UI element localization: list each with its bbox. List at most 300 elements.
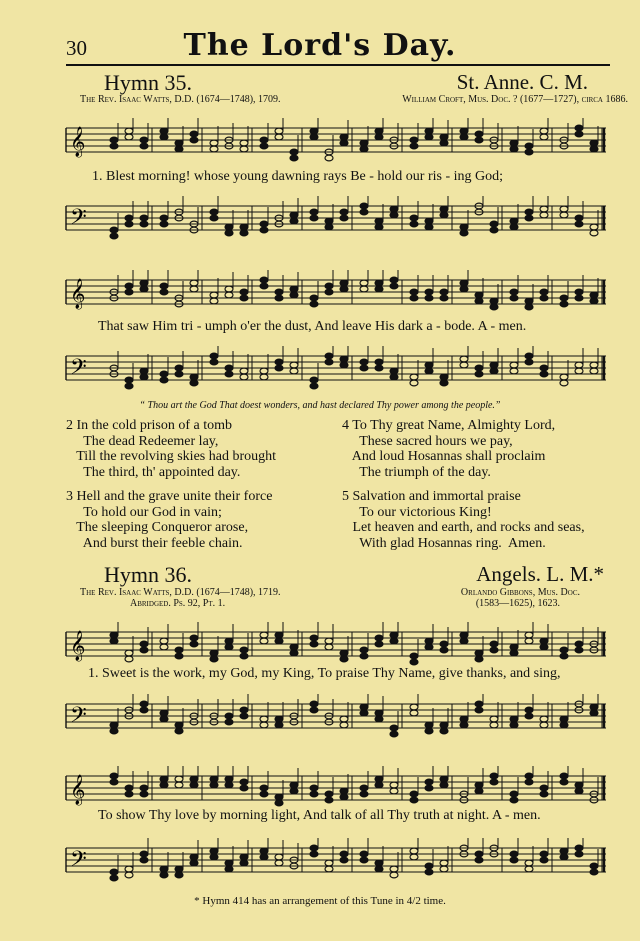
notehead [560,206,568,212]
notehead [225,286,233,292]
notehead [590,362,598,368]
notehead [210,209,218,215]
notehead [310,707,318,713]
notehead [240,779,248,785]
notehead [590,704,598,710]
notehead [575,368,583,374]
notehead [560,848,568,854]
notehead [540,206,548,212]
notehead [260,848,268,854]
notehead [175,776,183,782]
notehead [375,224,383,230]
notehead [525,143,533,149]
notehead [425,295,433,301]
notehead [210,140,218,146]
notehead [525,353,533,359]
notehead [560,716,568,722]
notehead [340,716,348,722]
notehead [240,146,248,152]
notehead [475,298,483,304]
notehead [110,233,118,239]
notehead [325,289,333,295]
notehead [440,206,448,212]
notehead [125,866,133,872]
notehead [110,227,118,233]
notehead [160,134,168,140]
notehead [460,362,468,368]
notehead [260,227,268,233]
notehead [360,791,368,797]
notehead [140,280,148,286]
notehead [160,776,168,782]
notehead [275,854,283,860]
notehead [575,289,583,295]
notehead [475,131,483,137]
notehead [110,869,118,875]
notehead [125,791,133,797]
notehead [510,368,518,374]
notehead [425,638,433,644]
hymn35-verse-2: 2 In the cold prison of a tomb The dead Redeemer lay, Till the revolving skies had brought The third, th' appointed day. [66,418,276,480]
notehead [460,638,468,644]
notehead [140,785,148,791]
notehead [360,209,368,215]
notehead [325,860,333,866]
notehead [325,224,333,230]
notehead [340,794,348,800]
notehead [375,134,383,140]
notehead [540,716,548,722]
notehead [290,788,298,794]
notehead [160,782,168,788]
notehead [575,215,583,221]
notehead [260,368,268,374]
notehead [310,209,318,215]
notehead [425,289,433,295]
notehead [175,146,183,152]
notehead [325,283,333,289]
notehead [540,365,548,371]
notehead [390,632,398,638]
notehead [410,710,418,716]
notehead [225,230,233,236]
notehead [375,860,383,866]
notehead [560,301,568,307]
clef-icon: 𝄢 [70,847,87,877]
notehead [360,785,368,791]
notehead [390,368,398,374]
notehead [175,872,183,878]
notehead [410,791,418,797]
hymn35-system2-bass-staff [62,346,610,390]
notehead [275,365,283,371]
notehead [525,209,533,215]
hymn36-system2-treble-staff [62,766,610,810]
notehead [510,851,518,857]
notehead [410,374,418,380]
notehead [440,728,448,734]
hymn36-system1-treble-staff [62,622,610,666]
clef-icon: 𝄢 [70,355,87,385]
notehead [260,143,268,149]
notehead [210,650,218,656]
notehead [260,221,268,227]
notehead [540,857,548,863]
notehead [425,134,433,140]
notehead [390,731,398,737]
notehead [440,866,448,872]
notehead [125,128,133,134]
notehead [440,776,448,782]
notehead [540,851,548,857]
notehead [425,722,433,728]
notehead [225,292,233,298]
notehead [375,635,383,641]
notehead [260,716,268,722]
notehead [460,632,468,638]
notehead [160,221,168,227]
notehead [240,713,248,719]
notehead [110,728,118,734]
notehead [290,368,298,374]
hymn35-system2-treble-staff [62,270,610,314]
notehead [225,638,233,644]
notehead [360,704,368,710]
notehead [525,779,533,785]
notehead [110,773,118,779]
notehead [240,289,248,295]
notehead [110,143,118,149]
notehead [425,368,433,374]
notehead [440,134,448,140]
notehead [510,857,518,863]
notehead [440,295,448,301]
notehead [510,362,518,368]
notehead [390,277,398,283]
notehead [440,722,448,728]
notehead [410,380,418,386]
notehead [160,638,168,644]
hymn36-author: The Rev. Isaac Watts, D.D. (1674—1748), 1719. [80,587,281,598]
notehead [210,848,218,854]
page-number: 30 [66,36,87,60]
notehead [310,635,318,641]
notehead [240,295,248,301]
notehead [310,383,318,389]
notehead [275,359,283,365]
notehead [590,230,598,236]
notehead [510,722,518,728]
notehead [590,869,598,875]
notehead [575,845,583,851]
notehead [125,215,133,221]
notehead [560,779,568,785]
notehead [340,286,348,292]
notehead [225,782,233,788]
notehead [525,638,533,644]
notehead [510,224,518,230]
notehead [390,283,398,289]
notehead [525,773,533,779]
notehead [340,280,348,286]
notehead [510,716,518,722]
notehead [210,292,218,298]
notehead [160,128,168,134]
notehead [325,866,333,872]
notehead [160,866,168,872]
notehead [290,650,298,656]
notehead [440,212,448,218]
notehead [110,632,118,638]
notehead [190,782,198,788]
notehead [460,128,468,134]
notehead [240,785,248,791]
notehead [460,280,468,286]
hymn36-tune: Angels. L. M.* [476,562,604,586]
notehead [290,149,298,155]
hymn36-number: Hymn 36. [104,562,192,587]
notehead [475,707,483,713]
notehead [475,701,483,707]
notehead [390,866,398,872]
notehead [510,289,518,295]
notehead [290,218,298,224]
notehead [310,851,318,857]
notehead [560,374,568,380]
notehead [125,656,133,662]
notehead [160,215,168,221]
notehead [590,298,598,304]
notehead [290,155,298,161]
notehead [225,365,233,371]
notehead [310,295,318,301]
hymn35-verse-5: 5 Salvation and immortal praise To our victorious King! Let heaven and earth, and rocks and seas, With glad Hosannas ring. Amen. [342,489,585,551]
notehead [360,851,368,857]
notehead [260,374,268,380]
notehead [125,383,133,389]
notehead [375,710,383,716]
notehead [410,295,418,301]
notehead [140,215,148,221]
notehead [275,800,283,806]
notehead [325,359,333,365]
notehead [290,782,298,788]
notehead [390,212,398,218]
notehead [375,866,383,872]
notehead [240,230,248,236]
notehead [575,221,583,227]
notehead [410,289,418,295]
notehead [240,374,248,380]
hymn36-lyric-line1: 1. Sweet is the work, my God, my King, To praise Thy Name, give thanks, and sing, [88,666,561,681]
notehead [390,638,398,644]
notehead [290,292,298,298]
notehead [110,875,118,881]
notehead [110,779,118,785]
notehead [310,785,318,791]
notehead [340,851,348,857]
notehead [325,791,333,797]
notehead [460,224,468,230]
notehead [475,137,483,143]
notehead [575,131,583,137]
notehead [325,218,333,224]
notehead [540,371,548,377]
notehead [390,725,398,731]
notehead [460,716,468,722]
notehead [575,788,583,794]
notehead [390,782,398,788]
notehead [140,374,148,380]
notehead [540,644,548,650]
notehead [590,292,598,298]
notehead [240,224,248,230]
notehead [560,212,568,218]
notehead [225,719,233,725]
notehead [410,221,418,227]
notehead [490,773,498,779]
notehead [240,647,248,653]
notehead [510,650,518,656]
notehead [190,776,198,782]
notehead [160,716,168,722]
notehead [260,854,268,860]
notehead [590,140,598,146]
notehead [560,773,568,779]
notehead [540,212,548,218]
notehead [360,146,368,152]
notehead [475,371,483,377]
notehead [140,641,148,647]
notehead [425,362,433,368]
notehead [425,785,433,791]
notehead [440,641,448,647]
notehead [325,638,333,644]
notehead [110,137,118,143]
notehead [360,857,368,863]
notehead [490,304,498,310]
notehead [540,791,548,797]
notehead [160,710,168,716]
notehead [425,779,433,785]
hymn35-system1-bass-staff [62,196,610,240]
notehead [190,280,198,286]
notehead [440,782,448,788]
notehead [490,779,498,785]
notehead [225,866,233,872]
notehead [360,653,368,659]
notehead [490,368,498,374]
hymn36-system2-bass-staff [62,838,610,882]
notehead [310,301,318,307]
notehead [340,788,348,794]
notehead [475,656,483,662]
notehead [275,638,283,644]
notehead [260,632,268,638]
notehead [275,794,283,800]
notehead [140,701,148,707]
notehead [510,791,518,797]
notehead [375,286,383,292]
notehead [410,854,418,860]
notehead [525,860,533,866]
hymn36-system1-bass-staff [62,694,610,738]
notehead [140,143,148,149]
notehead [275,860,283,866]
notehead [190,380,198,386]
clef-icon: 𝄢 [70,703,87,733]
notehead [360,365,368,371]
notehead [325,155,333,161]
notehead [375,280,383,286]
notehead [460,286,468,292]
notehead [210,854,218,860]
hymn35-lyric-line1: 1. Blest morning! whose young dawning rays Be - hold our ris - ing God; [92,169,504,184]
notehead [210,656,218,662]
notehead [175,647,183,653]
header-rule [66,64,610,66]
notehead [140,647,148,653]
notehead [375,365,383,371]
notehead [325,644,333,650]
notehead [175,782,183,788]
notehead [425,218,433,224]
notehead [410,143,418,149]
notehead [110,722,118,728]
notehead [310,641,318,647]
notehead [175,365,183,371]
notehead [410,704,418,710]
notehead [260,785,268,791]
notehead [140,707,148,713]
notehead [310,701,318,707]
notehead [460,134,468,140]
notehead [575,851,583,857]
notehead [175,371,183,377]
notehead [140,221,148,227]
notehead [375,218,383,224]
notehead [510,644,518,650]
notehead [525,359,533,365]
notehead [560,647,568,653]
hymn35-author: The Rev. Isaac Watts, D.D. (1674—1748), 1709. [80,94,281,105]
notehead [410,653,418,659]
notehead [290,644,298,650]
notehead [210,146,218,152]
notehead [275,289,283,295]
notehead [240,860,248,866]
notehead [140,791,148,797]
notehead [590,863,598,869]
hymn35-composer: William Croft, Mus. Doc. ? (1677—1727), circa 1686. [402,94,628,105]
notehead [275,722,283,728]
notehead [490,641,498,647]
notehead [575,125,583,131]
notehead [540,785,548,791]
notehead [540,295,548,301]
clef-icon: 𝄞 [70,631,86,661]
notehead [410,848,418,854]
notehead [210,353,218,359]
notehead [490,221,498,227]
notehead [210,782,218,788]
notehead [375,776,383,782]
notehead [190,131,198,137]
notehead [225,713,233,719]
notehead [490,227,498,233]
notehead [140,851,148,857]
notehead [125,289,133,295]
